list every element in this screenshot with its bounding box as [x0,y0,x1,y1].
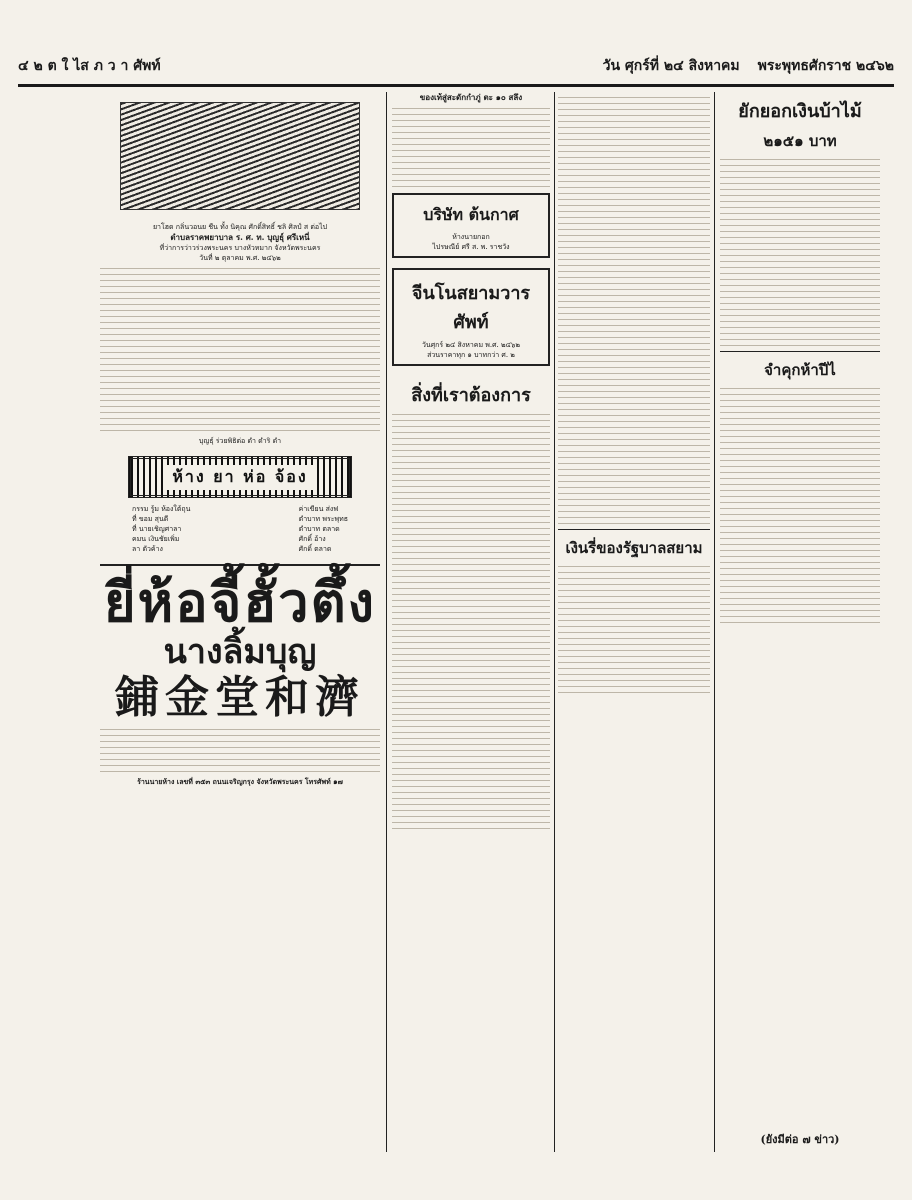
company-box [392,193,550,258]
list-item: ค่าเขียน ส่งฟ [298,505,339,513]
ad-banner-label: ห้าง ยา ห่อ จ้อง [166,465,313,490]
article-text [392,108,550,187]
ad-date: วันที่ ๒ ตุลาคม พ.ศ. ๒๔๖๒ [199,254,281,262]
list-item: ศักดิ์ ตลาด [298,545,332,553]
column-news-1 [392,92,550,1152]
list-item: คมน เงินชัยเพิ่ม [132,535,180,543]
article-amount: ๒๑๕๑ บาท [763,132,837,150]
column-news-3 [720,92,880,1152]
ad-signature: บุญธุ์ ร่วยพิธิต่อ ดำ ดำริ ดำ [198,437,282,445]
masthead-box [392,268,550,366]
article-text [720,388,880,623]
list-item: ลา ตัวค้าง [132,545,163,553]
year-label: พระพุทธศักราช ๒๔๖๒ [757,58,894,74]
list-item: ตำบาท พระพุทธ [298,515,348,523]
ad-list [100,504,380,554]
top-headline: ของเท้สู่สะดักกำภู่ ตะ ๑๐ สลึง [419,92,523,102]
ad-list-right [299,504,348,554]
ad-list-left [132,504,190,554]
list-item: ที่ ขอม สุนดี [132,515,169,523]
ad-seller: ตำบลราคพยาบาล ร. ศ. ท. บุญธุ์ ศรีเหนี่ [170,232,310,242]
divider [558,529,710,530]
shop-chinese-name: 鋪金堂和濟 [115,672,365,723]
bottom-section-title: เงินรี่ของรัฐบาลสยาม [565,539,703,557]
shop-owner: นางลิ้มบุญ [163,632,317,672]
divider [100,564,380,566]
paper-sub: ส่วนราคาทุก ๑ บาทกว่า ศ. ๒ [427,351,515,359]
article-title: ยักยอกเงินบ้าไม้ [738,101,862,122]
ad-caption: ยาโฮด กลิ่นวอนย ชืน ทั้ง นิคุณ ศักดิ์สิทธิ์ ชลิ ศิลป์ ส ต่อไป [152,223,328,231]
ad-body-text [100,268,380,431]
article-text [558,97,710,524]
date-label: วัน ศุกร์ที่ ๒๔ สิงหาคม [602,58,740,74]
page-label: ๔ ๒ ต ใ ไส ภ ว า ศัพท์ [18,58,161,74]
shop-name: ยี่ห้อจี้ฮั้วตึ้ง [103,570,377,634]
column-divider [386,92,387,1152]
continued-note: (ยังมีต่อ ๗ ข่าว) [760,1133,840,1146]
article-text [392,414,550,829]
company-sub: ห้างนายกอก [452,233,490,241]
ad-address: ที่ว่าการว่าวร่วงพระนคร บางหัวหมาก จังหวัดพระนคร [159,244,321,252]
divider [720,351,880,352]
column-news-2 [558,92,710,1152]
column-ads [100,92,380,1152]
list-item: กรรม รู้ม ห้องใต้ถุน [132,505,191,513]
column-divider [554,92,555,1152]
page-header [18,48,894,87]
paper-title: จีนโนสยามวารศัพท์ [411,283,531,333]
shop-ad-text [100,729,380,772]
article-text [720,159,880,346]
shop-footer: ร้านนายห้าง เลขที่ ๓๕๓ ถนนเจริญกรุง จังหวัดพระนคร โทรศัพท์ ๑๗ [137,777,343,786]
company-detail: ไปรษณีย์ ศรี ส. พ. ราชวัง [432,243,510,251]
column-divider [714,92,715,1152]
paper-date: วันศุกร์ ๒๔ สิงหาคม พ.ศ. ๒๔๖๒ [422,341,520,349]
ad-banner [128,456,352,498]
section-title: สิ่งที่เราต้องการ [411,385,531,406]
section-title: จำคุกห้าปีไ [764,361,836,379]
company-title: บริษัท ต้นกาศ [423,205,519,224]
list-item: ตำบาท ตลาด [298,525,340,533]
article-text [558,566,710,693]
list-item: ศักดิ์ อ้าง [298,535,326,543]
list-item: ที่ นายเชิญศาลา [132,525,182,533]
ad-illustration [120,102,360,210]
